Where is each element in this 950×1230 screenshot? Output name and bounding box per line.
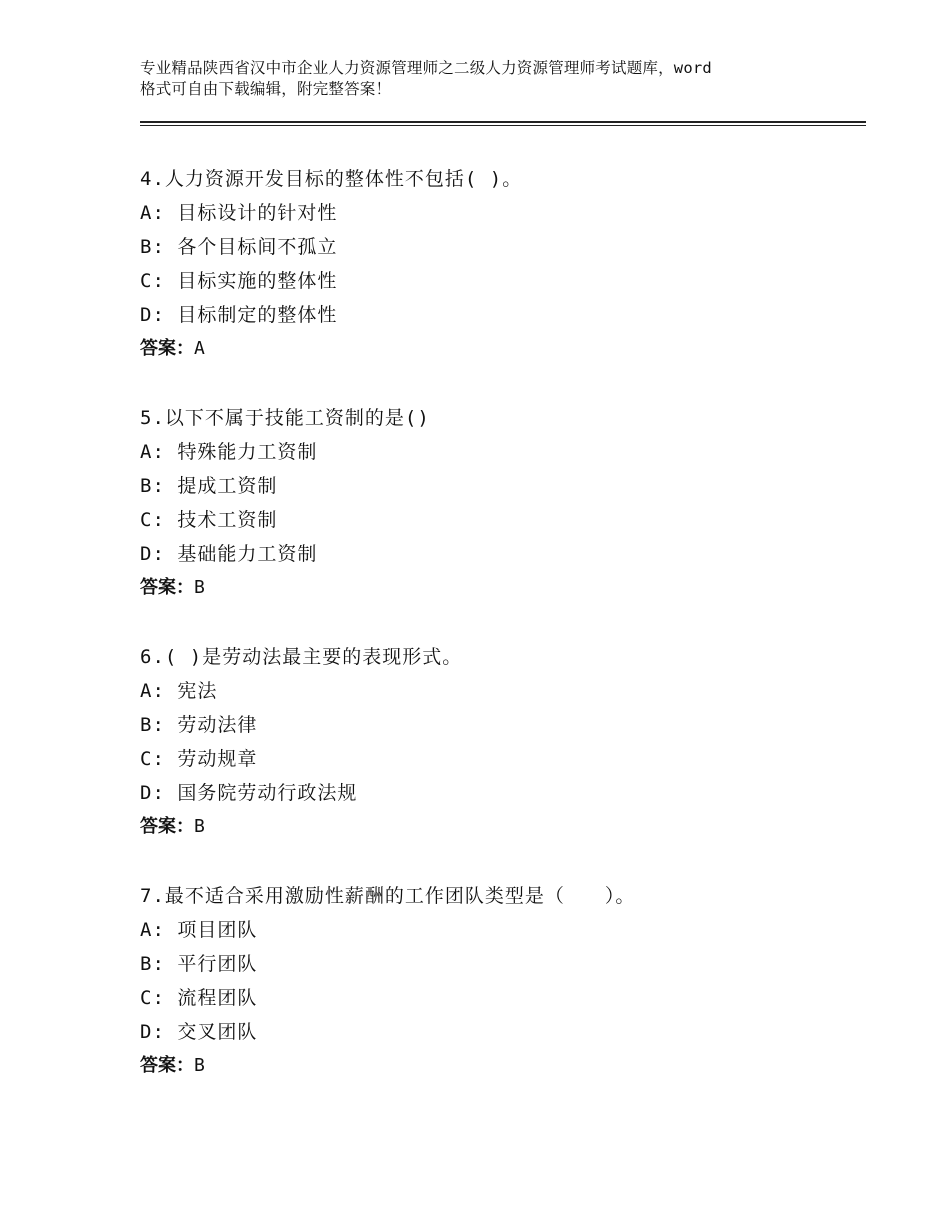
question-block [140, 162, 860, 366]
option-d: D: 目标制定的整体性 [140, 304, 338, 326]
header-line-2: 格式可自由下载编辑，附完整答案！ [140, 80, 392, 98]
option-c: C: 目标实施的整体性 [140, 270, 338, 292]
question-stem: 5.以下不属于技能工资制的是() [140, 407, 430, 429]
option-c: C: 流程团队 [140, 987, 258, 1009]
question-block [140, 401, 860, 605]
document-header [140, 58, 820, 100]
answer-line [140, 571, 860, 605]
answer-line [140, 332, 860, 366]
question-block [140, 879, 860, 1083]
header-divider-thin [140, 125, 866, 126]
answer-value: A [194, 338, 205, 359]
question-stem: 6.( )是劳动法最主要的表现形式。 [140, 646, 463, 668]
option-d: D: 国务院劳动行政法规 [140, 782, 358, 804]
option-b: B: 各个目标间不孤立 [140, 236, 338, 258]
option-b: B: 平行团队 [140, 953, 258, 975]
answer-value: B [194, 1055, 205, 1076]
option-a: A: 宪法 [140, 680, 218, 702]
option-b: B: 劳动法律 [140, 714, 258, 736]
option-a: A: 目标设计的针对性 [140, 202, 338, 224]
question-block [140, 640, 860, 844]
option-a: A: 特殊能力工资制 [140, 441, 318, 463]
option-d: D: 基础能力工资制 [140, 543, 318, 565]
option-b: B: 提成工资制 [140, 475, 278, 497]
option-a: A: 项目团队 [140, 919, 258, 941]
answer-value: B [194, 816, 205, 837]
answer-label: 答案： [140, 1055, 194, 1076]
header-line-1: 专业精品陕西省汉中市企业人力资源管理师之二级人力资源管理师考试题库，word [140, 59, 712, 77]
header-divider-thick [140, 121, 866, 123]
answer-line [140, 810, 860, 844]
answer-label: 答案： [140, 816, 194, 837]
option-d: D: 交叉团队 [140, 1021, 258, 1043]
question-stem: 4.人力资源开发目标的整体性不包括( )。 [140, 168, 523, 190]
answer-label: 答案： [140, 338, 194, 359]
option-c: C: 技术工资制 [140, 509, 278, 531]
answer-value: B [194, 577, 205, 598]
answer-line [140, 1049, 860, 1083]
answer-label: 答案： [140, 577, 194, 598]
question-stem: 7.最不适合采用激励性薪酬的工作团队类型是（ ）。 [140, 885, 636, 907]
option-c: C: 劳动规章 [140, 748, 258, 770]
